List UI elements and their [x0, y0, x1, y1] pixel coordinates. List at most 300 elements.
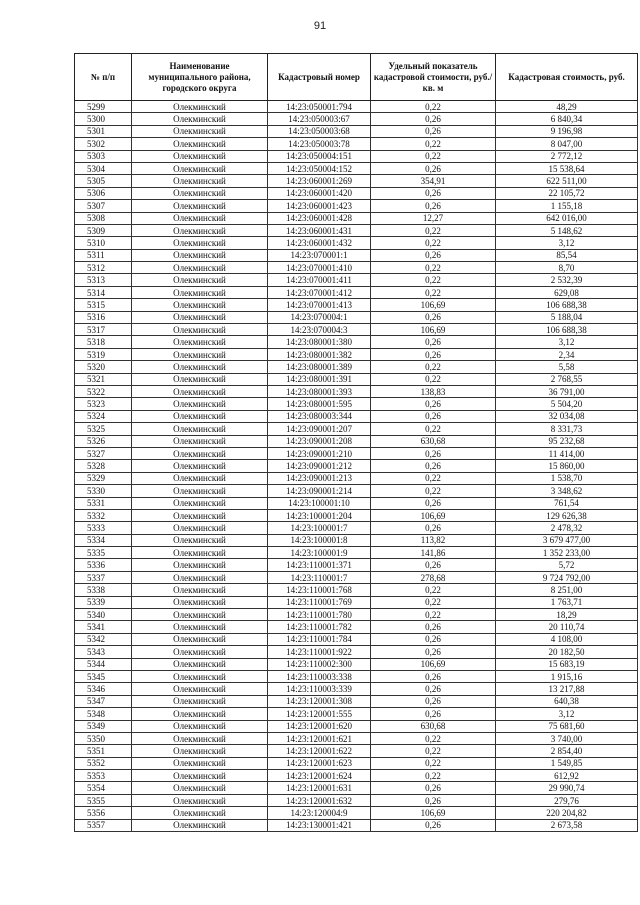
table-row [75, 336, 638, 348]
cadastral-value-cell: 8 047,00 [496, 138, 638, 150]
table-row [75, 150, 638, 162]
municipality-cell: Олекминский [132, 547, 268, 559]
cadastral-number-cell: 14:23:110002:300 [268, 658, 371, 670]
municipality-cell: Олекминский [132, 237, 268, 249]
cadastral-number-cell: 14:23:130001:421 [268, 819, 371, 831]
cadastral-number-cell: 14:23:090001:213 [268, 472, 371, 484]
municipality-cell: Олекминский [132, 286, 268, 298]
row-number-cell: 5315 [75, 299, 132, 311]
table-row [75, 324, 638, 336]
unit-value-cell: 0,26 [371, 708, 496, 720]
cadastral-value-cell: 2 478,32 [496, 522, 638, 534]
cadastral-number-cell: 14:23:110003:338 [268, 670, 371, 682]
row-number-cell: 5331 [75, 497, 132, 509]
cadastral-number-cell: 14:23:120001:623 [268, 757, 371, 769]
row-number-cell: 5350 [75, 732, 132, 744]
municipality-cell: Олекминский [132, 336, 268, 348]
cadastral-value-cell: 5 504,20 [496, 398, 638, 410]
cadastral-number-cell: 14:23:090001:210 [268, 447, 371, 459]
table-row [75, 720, 638, 732]
municipality-cell: Олекминский [132, 522, 268, 534]
cadastral-number-cell: 14:23:070001:413 [268, 299, 371, 311]
row-number-cell: 5308 [75, 212, 132, 224]
municipality-cell: Олекминский [132, 212, 268, 224]
row-number-cell: 5324 [75, 410, 132, 422]
unit-value-cell: 0,26 [371, 559, 496, 571]
cadastral-value-cell: 2 532,39 [496, 274, 638, 286]
unit-value-cell: 0,26 [371, 187, 496, 199]
unit-value-cell: 106,69 [371, 509, 496, 521]
unit-value-cell: 0,26 [371, 621, 496, 633]
unit-value-cell: 0,26 [371, 249, 496, 261]
cadastral-value-cell: 106 688,38 [496, 324, 638, 336]
cadastral-number-cell: 14:23:110001:922 [268, 646, 371, 658]
table-row [75, 695, 638, 707]
cadastral-number-cell: 14:23:080001:595 [268, 398, 371, 410]
municipality-cell: Олекминский [132, 200, 268, 212]
table-row [75, 101, 638, 113]
cadastral-number-cell: 14:23:100001:8 [268, 534, 371, 546]
cadastral-value-cell: 11 414,00 [496, 447, 638, 459]
cadastral-value-cell: 2 768,55 [496, 373, 638, 385]
unit-value-cell: 630,68 [371, 720, 496, 732]
cadastral-value-cell: 642 016,00 [496, 212, 638, 224]
municipality-cell: Олекминский [132, 101, 268, 113]
cadastral-number-cell: 14:23:050003:67 [268, 113, 371, 125]
table-row [75, 435, 638, 447]
cadastral-value-cell: 95 232,68 [496, 435, 638, 447]
row-number-cell: 5348 [75, 708, 132, 720]
header-row-number: № п/п [75, 54, 132, 101]
unit-value-cell: 0,26 [371, 522, 496, 534]
cadastral-number-cell: 14:23:120001:621 [268, 732, 371, 744]
cadastral-number-cell: 14:23:080001:391 [268, 373, 371, 385]
cadastral-number-cell: 14:23:070001:412 [268, 286, 371, 298]
cadastral-number-cell: 14:23:120001:620 [268, 720, 371, 732]
municipality-cell: Олекминский [132, 732, 268, 744]
table-row [75, 410, 638, 422]
header-municipality: Наименование муниципального района, городского округа [132, 54, 268, 101]
unit-value-cell: 0,22 [371, 472, 496, 484]
unit-value-cell: 354,91 [371, 175, 496, 187]
table-row [75, 262, 638, 274]
header-cadastral-value: Кадастровая стоимость, руб. [496, 54, 638, 101]
row-number-cell: 5334 [75, 534, 132, 546]
unit-value-cell: 0,22 [371, 150, 496, 162]
cadastral-value-cell: 15 683,19 [496, 658, 638, 670]
row-number-cell: 5336 [75, 559, 132, 571]
row-number-cell: 5333 [75, 522, 132, 534]
row-number-cell: 5351 [75, 745, 132, 757]
unit-value-cell: 0,26 [371, 125, 496, 137]
table-row [75, 348, 638, 360]
table-row [75, 683, 638, 695]
row-number-cell: 5340 [75, 609, 132, 621]
municipality-cell: Олекминский [132, 435, 268, 447]
municipality-cell: Олекминский [132, 770, 268, 782]
row-number-cell: 5345 [75, 670, 132, 682]
municipality-cell: Олекминский [132, 584, 268, 596]
municipality-cell: Олекминский [132, 794, 268, 806]
cadastral-number-cell: 14:23:100001:204 [268, 509, 371, 521]
row-number-cell: 5325 [75, 423, 132, 435]
row-number-cell: 5335 [75, 547, 132, 559]
row-number-cell: 5303 [75, 150, 132, 162]
cadastral-value-cell: 5,58 [496, 361, 638, 373]
unit-value-cell: 0,22 [371, 262, 496, 274]
cadastral-number-cell: 14:23:050003:78 [268, 138, 371, 150]
cadastral-number-cell: 14:23:120004:9 [268, 807, 371, 819]
unit-value-cell: 0,22 [371, 101, 496, 113]
cadastral-number-cell: 14:23:060001:428 [268, 212, 371, 224]
header-row [75, 54, 638, 101]
unit-value-cell: 0,22 [371, 584, 496, 596]
table-row [75, 534, 638, 546]
municipality-cell: Олекминский [132, 559, 268, 571]
table-row [75, 658, 638, 670]
row-number-cell: 5327 [75, 447, 132, 459]
unit-value-cell: 0,22 [371, 485, 496, 497]
table-row [75, 732, 638, 744]
municipality-cell: Олекминский [132, 695, 268, 707]
municipality-cell: Олекминский [132, 757, 268, 769]
cadastral-number-cell: 14:23:120001:308 [268, 695, 371, 707]
municipality-cell: Олекминский [132, 720, 268, 732]
unit-value-cell: 138,83 [371, 385, 496, 397]
cadastral-value-cell: 20 110,74 [496, 621, 638, 633]
row-number-cell: 5341 [75, 621, 132, 633]
cadastral-value-cell: 1 549,85 [496, 757, 638, 769]
unit-value-cell: 106,69 [371, 299, 496, 311]
table-row [75, 385, 638, 397]
cadastral-number-cell: 14:23:060001:423 [268, 200, 371, 212]
cadastral-value-cell: 9 196,98 [496, 125, 638, 137]
table-row [75, 237, 638, 249]
row-number-cell: 5309 [75, 224, 132, 236]
cadastral-number-cell: 14:23:080001:380 [268, 336, 371, 348]
municipality-cell: Олекминский [132, 373, 268, 385]
cadastral-number-cell: 14:23:060001:269 [268, 175, 371, 187]
municipality-cell: Олекминский [132, 782, 268, 794]
cadastral-value-cell: 2 673,58 [496, 819, 638, 831]
cadastral-number-cell: 14:23:110001:782 [268, 621, 371, 633]
cadastral-number-cell: 14:23:090001:208 [268, 435, 371, 447]
cadastral-value-cell: 85,54 [496, 249, 638, 261]
unit-value-cell: 0,26 [371, 200, 496, 212]
cadastral-value-cell: 612,92 [496, 770, 638, 782]
cadastral-value-cell: 75 681,60 [496, 720, 638, 732]
cadastral-value-cell: 20 182,50 [496, 646, 638, 658]
table-row [75, 559, 638, 571]
cadastral-number-cell: 14:23:050004:152 [268, 162, 371, 174]
table-row [75, 646, 638, 658]
unit-value-cell: 0,22 [371, 373, 496, 385]
cadastral-number-cell: 14:23:070004:1 [268, 311, 371, 323]
municipality-cell: Олекминский [132, 609, 268, 621]
table-row [75, 187, 638, 199]
municipality-cell: Олекминский [132, 633, 268, 645]
page-number: 91 [313, 20, 327, 32]
unit-value-cell: 0,22 [371, 274, 496, 286]
municipality-cell: Олекминский [132, 658, 268, 670]
table-row [75, 286, 638, 298]
table-row [75, 596, 638, 608]
table-row [75, 819, 638, 831]
municipality-cell: Олекминский [132, 175, 268, 187]
row-number-cell: 5354 [75, 782, 132, 794]
unit-value-cell: 0,22 [371, 770, 496, 782]
row-number-cell: 5312 [75, 262, 132, 274]
municipality-cell: Олекминский [132, 262, 268, 274]
unit-value-cell: 0,22 [371, 286, 496, 298]
municipality-cell: Олекминский [132, 361, 268, 373]
cadastral-value-cell: 3 740,00 [496, 732, 638, 744]
table-row [75, 249, 638, 261]
unit-value-cell: 0,26 [371, 336, 496, 348]
cadastral-value-cell: 15 860,00 [496, 460, 638, 472]
unit-value-cell: 0,26 [371, 497, 496, 509]
cadastral-number-cell: 14:23:090001:214 [268, 485, 371, 497]
row-number-cell: 5353 [75, 770, 132, 782]
cadastral-value-cell: 5 188,04 [496, 311, 638, 323]
unit-value-cell: 0,26 [371, 633, 496, 645]
table-row [75, 497, 638, 509]
municipality-cell: Олекминский [132, 745, 268, 757]
row-number-cell: 5306 [75, 187, 132, 199]
unit-value-cell: 0,22 [371, 609, 496, 621]
row-number-cell: 5301 [75, 125, 132, 137]
table-row [75, 447, 638, 459]
row-number-cell: 5316 [75, 311, 132, 323]
cadastral-value-cell: 5,72 [496, 559, 638, 571]
unit-value-cell: 0,22 [371, 745, 496, 757]
cadastral-value-cell: 8 331,73 [496, 423, 638, 435]
row-number-cell: 5330 [75, 485, 132, 497]
cadastral-value-cell: 8 251,00 [496, 584, 638, 596]
unit-value-cell: 141,86 [371, 547, 496, 559]
row-number-cell: 5323 [75, 398, 132, 410]
cadastral-number-cell: 14:23:070001:1 [268, 249, 371, 261]
cadastral-value-cell: 48,29 [496, 101, 638, 113]
table-row [75, 311, 638, 323]
row-number-cell: 5332 [75, 509, 132, 521]
cadastral-value-cell: 8,70 [496, 262, 638, 274]
municipality-cell: Олекминский [132, 187, 268, 199]
table-row [75, 361, 638, 373]
table-row [75, 373, 638, 385]
row-number-cell: 5328 [75, 460, 132, 472]
unit-value-cell: 0,22 [371, 224, 496, 236]
unit-value-cell: 0,26 [371, 162, 496, 174]
cadastral-value-cell: 640,38 [496, 695, 638, 707]
cadastral-value-cell: 29 990,74 [496, 782, 638, 794]
cadastral-number-cell: 14:23:080001:389 [268, 361, 371, 373]
cadastral-value-cell: 18,29 [496, 609, 638, 621]
table-row [75, 175, 638, 187]
cadastral-number-cell: 14:23:100001:9 [268, 547, 371, 559]
cadastral-value-cell: 5 148,62 [496, 224, 638, 236]
row-number-cell: 5329 [75, 472, 132, 484]
unit-value-cell: 0,22 [371, 361, 496, 373]
row-number-cell: 5349 [75, 720, 132, 732]
municipality-cell: Олекминский [132, 460, 268, 472]
cadastral-number-cell: 14:23:110001:780 [268, 609, 371, 621]
cadastral-value-cell: 3,12 [496, 336, 638, 348]
municipality-cell: Олекминский [132, 385, 268, 397]
row-number-cell: 5347 [75, 695, 132, 707]
table-row [75, 299, 638, 311]
cadastral-number-cell: 14:23:080003:344 [268, 410, 371, 422]
table-row [75, 125, 638, 137]
cadastral-value-cell: 4 108,00 [496, 633, 638, 645]
table-row [75, 782, 638, 794]
cadastral-value-cell: 32 034,08 [496, 410, 638, 422]
municipality-cell: Олекминский [132, 646, 268, 658]
unit-value-cell: 0,22 [371, 138, 496, 150]
row-number-cell: 5302 [75, 138, 132, 150]
cadastral-number-cell: 14:23:120001:555 [268, 708, 371, 720]
cadastral-value-cell: 22 105,72 [496, 187, 638, 199]
municipality-cell: Олекминский [132, 324, 268, 336]
table-row [75, 547, 638, 559]
table-row [75, 423, 638, 435]
unit-value-cell: 0,26 [371, 646, 496, 658]
row-number-cell: 5311 [75, 249, 132, 261]
municipality-cell: Олекминский [132, 534, 268, 546]
table-row [75, 200, 638, 212]
municipality-cell: Олекминский [132, 138, 268, 150]
unit-value-cell: 0,22 [371, 757, 496, 769]
unit-value-cell: 0,22 [371, 596, 496, 608]
cadastral-value-cell: 129 626,38 [496, 509, 638, 521]
table-row [75, 807, 638, 819]
cadastral-value-cell: 36 791,00 [496, 385, 638, 397]
table-row [75, 571, 638, 583]
row-number-cell: 5346 [75, 683, 132, 695]
header-cadastral-number: Кадастровый номер [268, 54, 371, 101]
row-number-cell: 5310 [75, 237, 132, 249]
municipality-cell: Олекминский [132, 249, 268, 261]
cadastral-number-cell: 14:23:090001:212 [268, 460, 371, 472]
unit-value-cell: 0,22 [371, 423, 496, 435]
cadastral-value-cell: 279,76 [496, 794, 638, 806]
municipality-cell: Олекминский [132, 162, 268, 174]
table-body [75, 101, 638, 832]
unit-value-cell: 278,68 [371, 571, 496, 583]
unit-value-cell: 0,26 [371, 782, 496, 794]
unit-value-cell: 0,26 [371, 794, 496, 806]
municipality-cell: Олекминский [132, 621, 268, 633]
table-row [75, 522, 638, 534]
table-row [75, 162, 638, 174]
row-number-cell: 5343 [75, 646, 132, 658]
cadastral-value-cell: 15 538,64 [496, 162, 638, 174]
unit-value-cell: 0,26 [371, 447, 496, 459]
cadastral-value-cell: 761,54 [496, 497, 638, 509]
row-number-cell: 5305 [75, 175, 132, 187]
unit-value-cell: 0,26 [371, 683, 496, 695]
table-row [75, 224, 638, 236]
cadastral-value-cell: 2 854,40 [496, 745, 638, 757]
table-row [75, 794, 638, 806]
table-row [75, 757, 638, 769]
cadastral-value-cell: 1 915,16 [496, 670, 638, 682]
row-number-cell: 5320 [75, 361, 132, 373]
table-row [75, 460, 638, 472]
unit-value-cell: 0,26 [371, 460, 496, 472]
row-number-cell: 5342 [75, 633, 132, 645]
municipality-cell: Олекминский [132, 150, 268, 162]
municipality-cell: Олекминский [132, 571, 268, 583]
cadastral-number-cell: 14:23:120001:622 [268, 745, 371, 757]
row-number-cell: 5356 [75, 807, 132, 819]
municipality-cell: Олекминский [132, 348, 268, 360]
table-row [75, 621, 638, 633]
cadastral-number-cell: 14:23:090001:207 [268, 423, 371, 435]
cadastral-value-cell: 629,08 [496, 286, 638, 298]
cadastral-number-cell: 14:23:050001:794 [268, 101, 371, 113]
cadastral-number-cell: 14:23:070004:3 [268, 324, 371, 336]
row-number-cell: 5338 [75, 584, 132, 596]
table-row [75, 472, 638, 484]
cadastral-value-cell: 1 763,71 [496, 596, 638, 608]
row-number-cell: 5322 [75, 385, 132, 397]
unit-value-cell: 0,26 [371, 311, 496, 323]
cadastral-number-cell: 14:23:060001:432 [268, 237, 371, 249]
cadastral-value-cell: 2,34 [496, 348, 638, 360]
unit-value-cell: 0,26 [371, 348, 496, 360]
cadastral-value-cell: 3,12 [496, 237, 638, 249]
municipality-cell: Олекминский [132, 125, 268, 137]
table-row [75, 113, 638, 125]
table-row [75, 485, 638, 497]
municipality-cell: Олекминский [132, 299, 268, 311]
table-row [75, 770, 638, 782]
row-number-cell: 5326 [75, 435, 132, 447]
table-row [75, 745, 638, 757]
cadastral-value-cell: 2 772,12 [496, 150, 638, 162]
table-row [75, 708, 638, 720]
row-number-cell: 5321 [75, 373, 132, 385]
cadastral-number-cell: 14:23:100001:7 [268, 522, 371, 534]
row-number-cell: 5317 [75, 324, 132, 336]
table-row [75, 398, 638, 410]
cadastral-number-cell: 14:23:120001:632 [268, 794, 371, 806]
cadastral-number-cell: 14:23:120001:624 [268, 770, 371, 782]
row-number-cell: 5314 [75, 286, 132, 298]
row-number-cell: 5313 [75, 274, 132, 286]
row-number-cell: 5304 [75, 162, 132, 174]
header-unit-value: Удельный показатель кадастровой стоимости, руб./кв. м [371, 54, 496, 101]
municipality-cell: Олекминский [132, 497, 268, 509]
municipality-cell: Олекминский [132, 224, 268, 236]
unit-value-cell: 0,22 [371, 732, 496, 744]
table-row [75, 633, 638, 645]
cadastral-value-cell: 3 348,62 [496, 485, 638, 497]
cadastral-number-cell: 14:23:120001:631 [268, 782, 371, 794]
unit-value-cell: 0,26 [371, 410, 496, 422]
cadastral-number-cell: 14:23:050004:151 [268, 150, 371, 162]
cadastral-value-cell: 622 511,00 [496, 175, 638, 187]
unit-value-cell: 12,27 [371, 212, 496, 224]
municipality-cell: Олекминский [132, 410, 268, 422]
cadastral-number-cell: 14:23:080001:393 [268, 385, 371, 397]
cadastral-number-cell: 14:23:050003:68 [268, 125, 371, 137]
cadastral-number-cell: 14:23:110003:339 [268, 683, 371, 695]
table-row [75, 274, 638, 286]
cadastral-number-cell: 14:23:110001:371 [268, 559, 371, 571]
unit-value-cell: 106,69 [371, 658, 496, 670]
